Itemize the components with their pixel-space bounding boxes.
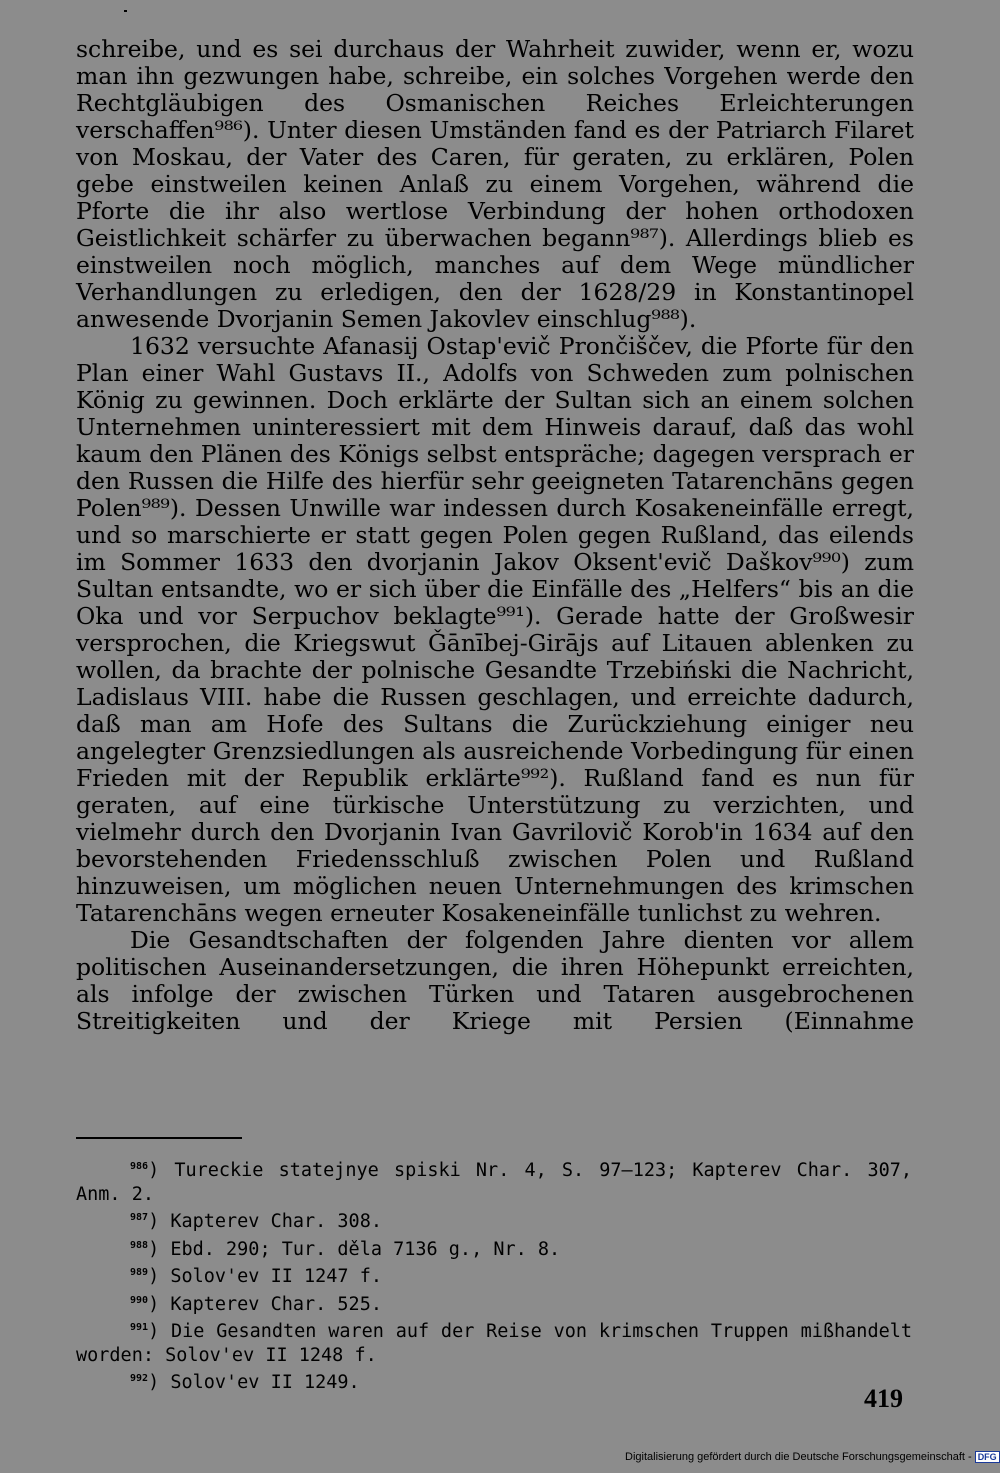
footnote-number: 988	[130, 1239, 149, 1251]
footnote-text: Solov'ev II 1249.	[170, 1372, 360, 1393]
footnote-986: $^{986}$) Tureckie statejnye spiski Nr. 4, S. 97—123; Kapterev Char. 307, Anm. 2.	[76, 1160, 912, 1205]
page-number: 419	[864, 1384, 903, 1413]
paragraph-3: Die Gesandtschaften der folgenden Jahre dienten vor allem politischen Auseinandersetzungen, die ihren Höhepunkt erreichten, als infolge der zwischen Türken und Tataren ausgebrochenen Streitigkeiten und der Kriege mit Persien (Einnahme	[76, 926, 914, 1035]
footnote-number: 987	[130, 1212, 149, 1223]
digitization-credit	[625, 1451, 995, 1463]
footnote-text: Solov'ev II 1247 f.	[170, 1266, 382, 1287]
footnote-text: Tureckie statejnye spiski Nr. 4, S. 97—123; Kapterev Char. 307, Anm. 2.	[76, 1160, 912, 1205]
footnote-number: 992	[130, 1373, 149, 1384]
body-text	[76, 36, 914, 1035]
footnote-text: Kapterev Char. 308.	[170, 1211, 382, 1232]
footnotes	[76, 1155, 912, 1395]
dfg-logo: DFG	[975, 1451, 1000, 1463]
credit-text: Digitalisierung gefördert durch die Deutsche Forschungsgemeinschaft -	[625, 1451, 972, 1463]
footnote-text: Kapterev Char. 525.	[170, 1293, 382, 1315]
footnote-text: Ebd. 290; Tur. děla 7136 g., Nr. 8.	[170, 1238, 561, 1260]
footnote-number: 986	[130, 1161, 149, 1172]
footnote-990: $^{990}$) Kapterev Char. 525.	[130, 1293, 382, 1315]
footnote-number: 989	[130, 1267, 149, 1278]
footnote-989: $^{989}$) Solov'ev II 1247 f.	[130, 1266, 382, 1287]
paragraph-1: schreibe, und es sei durchaus der Wahrheit zuwider, wenn er, wozu man ihn gezwungen habe, schreibe, ein solches Vorgehen werde den Rechtgläubigen des Osmanischen Reiches Erleichterungen verschaffen⁹⁸⁶). Unter diesen Umständen fand es der Patriarch Filaret von Moskau, der Vater des Caren, für geraten, zu erklären, Polen gebe einstweilen keinen Anlaß zu einem Vorgehen, während die Pforte die ihr also wertlose Verbindung der hohen orthodoxen Geistlichkeit schärfer zu überwachen begann⁹⁸⁷). Allerdings blieb es einstweilen noch möglich, manches auf dem Wege mündlicher Verhandlungen zu erledigen, den der 1628/29 in Konstantinopel anwesende Dvorjanin Semen Jakovlev einschlug⁹⁸⁸).	[76, 35, 914, 333]
footnote-992: $^{992}$) Solov'ev II 1249.	[130, 1372, 360, 1393]
scan-speck	[124, 10, 127, 12]
footnote-number: 990	[130, 1294, 149, 1306]
footnote-988: $^{988}$) Ebd. 290; Tur. děla 7136 g., Nr. 8.	[130, 1238, 561, 1260]
footnote-text: Die Gesandten waren auf der Reise von krimschen Truppen mißhandelt worden: Solov'ev II 1248 f.	[76, 1321, 912, 1366]
footnote-rule	[76, 1137, 242, 1139]
footnote-991: $^{991}$) Die Gesandten waren auf der Reise von krimschen Truppen mißhandelt worden: Solov'ev II 1248 f.	[76, 1321, 912, 1366]
paragraph-2: 1632 versuchte Afanasij Ostap'evič Prončiščev, die Pforte für den Plan einer Wahl Gustavs II., Adolfs von Schweden zum polnischen König zu gewinnen. Doch erklärte der Sultan sich an einem solchen Unternehmen uninteressiert mit dem Hinweis darauf, daß das wohl kaum den Plänen des Königs selbst entspräche; dagegen versprach er den Russen die Hilfe des hierfür sehr geeigneten Tatarenchāns gegen Polen⁹⁸⁹). Dessen Unwille war indessen durch Kosakeneinfälle erregt, und so marschierte er statt gegen Polen gegen Rußland, das eilends im Sommer 1633 den dvorjanin Jakov Oksent'evič Daškov⁹⁹⁰) zum Sultan entsandte, wo er sich über die Einfälle des „Helfers“ bis an die Oka und vor Serpuchov beklagte⁹⁹¹). Gerade hatte der Großwesir versprochen, die Kriegswut Ǧānībej-Girājs auf Litauen ablenken zu wollen, da brachte der polnische Gesandte Trzebiński die Nachricht, Ladislaus VIII. habe die Russen geschlagen, und erreichte dadurch, daß man am Hofe des Sultans die Zurückziehung einiger neu angelegter Grenzsiedlungen als ausreichende Vorbedingung für einen Frieden mit der Republik erklärte⁹⁹²). Rußland fand es nun für geraten, auf eine türkische Unterstützung zu verzichten, und vielmehr durch den Dvorjanin Ivan Gavrilovič Korob'in 1634 auf den bevorstehenden Friedensschluß zwischen Polen und Rußland hinzuweisen, um möglichen neuen Unternehmungen des krimschen Tatarenchāns wegen erneuter Kosakeneinfälle tunlichst zu wehren.	[76, 332, 914, 927]
footnote-number: 991	[130, 1322, 149, 1333]
footnote-987: $^{987}$) Kapterev Char. 308.	[130, 1211, 382, 1232]
